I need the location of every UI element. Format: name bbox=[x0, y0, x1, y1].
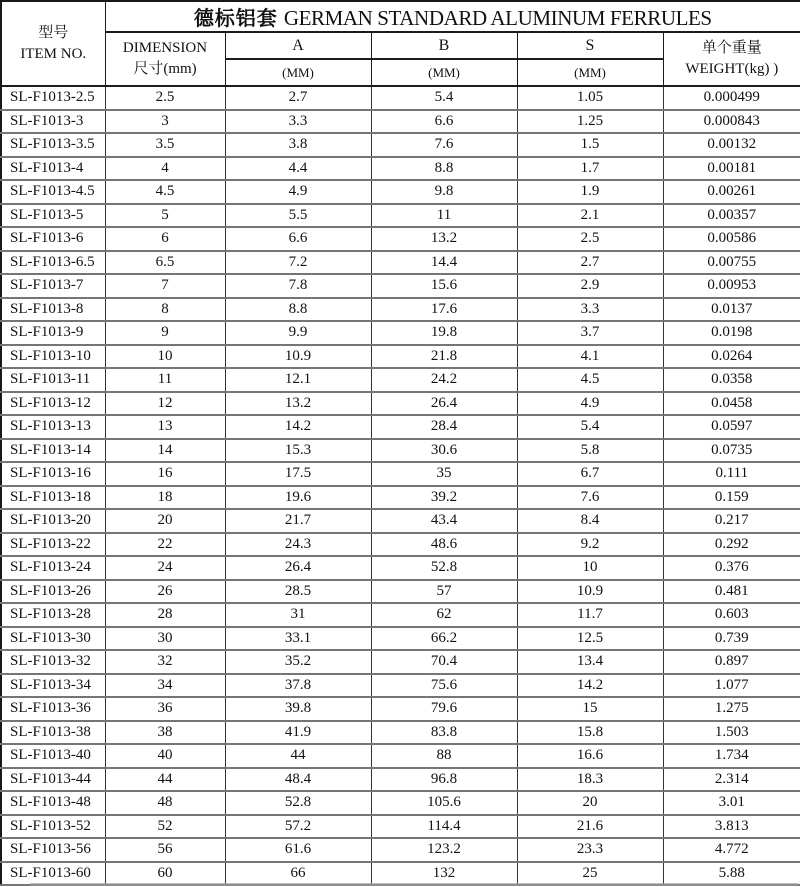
table-row bbox=[1, 697, 800, 721]
table-row bbox=[1, 744, 800, 768]
cell-a: 21.7 bbox=[225, 509, 371, 533]
cell-dimension: 14 bbox=[105, 439, 225, 463]
cell-b: 52.8 bbox=[371, 556, 517, 580]
cell-weight: 0.0264 bbox=[663, 345, 800, 369]
table-row bbox=[1, 204, 800, 228]
cell-item-no: SL-F1013-4 bbox=[1, 157, 105, 181]
col-a-unit: (MM) bbox=[225, 59, 371, 86]
cell-s: 14.2 bbox=[517, 674, 663, 698]
cell-item-no: SL-F1013-4.5 bbox=[1, 180, 105, 204]
cell-dimension: 22 bbox=[105, 533, 225, 557]
cell-b: 88 bbox=[371, 744, 517, 768]
cell-item-no: SL-F1013-34 bbox=[1, 674, 105, 698]
cell-s: 16.6 bbox=[517, 744, 663, 768]
cell-dimension: 30 bbox=[105, 627, 225, 651]
cell-b: 28.4 bbox=[371, 415, 517, 439]
table-row bbox=[1, 274, 800, 298]
cell-item-no: SL-F1013-11 bbox=[1, 368, 105, 392]
cell-s: 25 bbox=[517, 862, 663, 886]
cell-a: 6.6 bbox=[225, 227, 371, 251]
cell-dimension: 36 bbox=[105, 697, 225, 721]
cell-s: 2.7 bbox=[517, 251, 663, 275]
table-row bbox=[1, 157, 800, 181]
cell-weight: 0.0458 bbox=[663, 392, 800, 416]
scan-shadow bbox=[30, 883, 798, 886]
cell-a: 3.8 bbox=[225, 133, 371, 157]
cell-weight: 1.077 bbox=[663, 674, 800, 698]
cell-b: 5.4 bbox=[371, 86, 517, 110]
table-body bbox=[1, 86, 800, 885]
cell-item-no: SL-F1013-5 bbox=[1, 204, 105, 228]
cell-weight: 0.00261 bbox=[663, 180, 800, 204]
cell-b: 79.6 bbox=[371, 697, 517, 721]
cell-a: 19.6 bbox=[225, 486, 371, 510]
cell-dimension: 32 bbox=[105, 650, 225, 674]
item-no-header bbox=[1, 1, 105, 86]
cell-weight: 0.0137 bbox=[663, 298, 800, 322]
table-row bbox=[1, 603, 800, 627]
cell-b: 35 bbox=[371, 462, 517, 486]
table-row bbox=[1, 368, 800, 392]
cell-item-no: SL-F1013-56 bbox=[1, 838, 105, 862]
table-row bbox=[1, 180, 800, 204]
cell-weight: 0.603 bbox=[663, 603, 800, 627]
cell-item-no: SL-F1013-3.5 bbox=[1, 133, 105, 157]
col-s-header: S bbox=[517, 32, 663, 59]
weight-header-en: WEIGHT(kg) ) bbox=[685, 61, 779, 77]
cell-weight: 0.0597 bbox=[663, 415, 800, 439]
cell-s: 21.6 bbox=[517, 815, 663, 839]
cell-item-no: SL-F1013-9 bbox=[1, 321, 105, 345]
cell-s: 15 bbox=[517, 697, 663, 721]
table-row bbox=[1, 227, 800, 251]
cell-weight: 0.00755 bbox=[663, 251, 800, 275]
cell-a: 33.1 bbox=[225, 627, 371, 651]
cell-a: 2.7 bbox=[225, 86, 371, 110]
cell-weight: 3.813 bbox=[663, 815, 800, 839]
cell-s: 15.8 bbox=[517, 721, 663, 745]
cell-dimension: 11 bbox=[105, 368, 225, 392]
table-row bbox=[1, 462, 800, 486]
cell-weight: 0.292 bbox=[663, 533, 800, 557]
cell-weight: 0.0358 bbox=[663, 368, 800, 392]
cell-b: 48.6 bbox=[371, 533, 517, 557]
cell-s: 9.2 bbox=[517, 533, 663, 557]
cell-weight: 0.0198 bbox=[663, 321, 800, 345]
cell-a: 13.2 bbox=[225, 392, 371, 416]
cell-weight: 0.00586 bbox=[663, 227, 800, 251]
cell-dimension: 20 bbox=[105, 509, 225, 533]
cell-s: 13.4 bbox=[517, 650, 663, 674]
cell-dimension: 5 bbox=[105, 204, 225, 228]
cell-b: 24.2 bbox=[371, 368, 517, 392]
table-row bbox=[1, 862, 800, 886]
cell-dimension: 8 bbox=[105, 298, 225, 322]
cell-s: 4.5 bbox=[517, 368, 663, 392]
cell-weight: 0.897 bbox=[663, 650, 800, 674]
cell-a: 52.8 bbox=[225, 791, 371, 815]
cell-b: 132 bbox=[371, 862, 517, 886]
cell-a: 57.2 bbox=[225, 815, 371, 839]
cell-item-no: SL-F1013-22 bbox=[1, 533, 105, 557]
cell-a: 17.5 bbox=[225, 462, 371, 486]
table-row bbox=[1, 650, 800, 674]
cell-b: 105.6 bbox=[371, 791, 517, 815]
cell-item-no: SL-F1013-13 bbox=[1, 415, 105, 439]
cell-dimension: 48 bbox=[105, 791, 225, 815]
cell-item-no: SL-F1013-12 bbox=[1, 392, 105, 416]
cell-a: 31 bbox=[225, 603, 371, 627]
cell-s: 5.4 bbox=[517, 415, 663, 439]
cell-s: 4.9 bbox=[517, 392, 663, 416]
cell-weight: 5.88 bbox=[663, 862, 800, 886]
cell-s: 1.5 bbox=[517, 133, 663, 157]
cell-a: 12.1 bbox=[225, 368, 371, 392]
table-row bbox=[1, 486, 800, 510]
cell-weight: 1.734 bbox=[663, 744, 800, 768]
cell-item-no: SL-F1013-32 bbox=[1, 650, 105, 674]
cell-dimension: 18 bbox=[105, 486, 225, 510]
cell-item-no: SL-F1013-52 bbox=[1, 815, 105, 839]
cell-weight: 0.217 bbox=[663, 509, 800, 533]
table-row bbox=[1, 674, 800, 698]
cell-dimension: 2.5 bbox=[105, 86, 225, 110]
cell-item-no: SL-F1013-6.5 bbox=[1, 251, 105, 275]
cell-b: 14.4 bbox=[371, 251, 517, 275]
item-no-header-en: ITEM NO. bbox=[20, 45, 87, 62]
cell-dimension: 6 bbox=[105, 227, 225, 251]
cell-s: 2.5 bbox=[517, 227, 663, 251]
cell-b: 43.4 bbox=[371, 509, 517, 533]
cell-dimension: 34 bbox=[105, 674, 225, 698]
cell-a: 8.8 bbox=[225, 298, 371, 322]
title-row bbox=[1, 1, 800, 32]
cell-b: 75.6 bbox=[371, 674, 517, 698]
table-row bbox=[1, 321, 800, 345]
cell-item-no: SL-F1013-40 bbox=[1, 744, 105, 768]
cell-weight: 1.503 bbox=[663, 721, 800, 745]
cell-s: 11.7 bbox=[517, 603, 663, 627]
cell-a: 35.2 bbox=[225, 650, 371, 674]
cell-item-no: SL-F1013-28 bbox=[1, 603, 105, 627]
cell-weight: 0.739 bbox=[663, 627, 800, 651]
cell-weight: 0.0735 bbox=[663, 439, 800, 463]
cell-dimension: 60 bbox=[105, 862, 225, 886]
cell-a: 4.9 bbox=[225, 180, 371, 204]
cell-dimension: 28 bbox=[105, 603, 225, 627]
cell-dimension: 24 bbox=[105, 556, 225, 580]
cell-a: 24.3 bbox=[225, 533, 371, 557]
cell-s: 3.3 bbox=[517, 298, 663, 322]
cell-weight: 0.00132 bbox=[663, 133, 800, 157]
cell-dimension: 44 bbox=[105, 768, 225, 792]
cell-b: 26.4 bbox=[371, 392, 517, 416]
cell-s: 20 bbox=[517, 791, 663, 815]
cell-weight: 4.772 bbox=[663, 838, 800, 862]
cell-s: 1.9 bbox=[517, 180, 663, 204]
cell-a: 7.2 bbox=[225, 251, 371, 275]
cell-b: 30.6 bbox=[371, 439, 517, 463]
cell-item-no: SL-F1013-10 bbox=[1, 345, 105, 369]
cell-s: 8.4 bbox=[517, 509, 663, 533]
table-row bbox=[1, 392, 800, 416]
cell-item-no: SL-F1013-48 bbox=[1, 791, 105, 815]
cell-s: 2.1 bbox=[517, 204, 663, 228]
cell-item-no: SL-F1013-24 bbox=[1, 556, 105, 580]
cell-a: 48.4 bbox=[225, 768, 371, 792]
cell-s: 1.05 bbox=[517, 86, 663, 110]
cell-item-no: SL-F1013-7 bbox=[1, 274, 105, 298]
item-no-header-zh: 型号 bbox=[38, 24, 69, 41]
cell-weight: 3.01 bbox=[663, 791, 800, 815]
cell-a: 5.5 bbox=[225, 204, 371, 228]
cell-b: 70.4 bbox=[371, 650, 517, 674]
table-row bbox=[1, 133, 800, 157]
cell-dimension: 10 bbox=[105, 345, 225, 369]
col-b-unit: (MM) bbox=[371, 59, 517, 86]
cell-b: 6.6 bbox=[371, 110, 517, 134]
cell-a: 7.8 bbox=[225, 274, 371, 298]
table-row bbox=[1, 110, 800, 134]
table-title-zh: 德标铝套 bbox=[193, 8, 278, 30]
cell-s: 2.9 bbox=[517, 274, 663, 298]
cell-a: 61.6 bbox=[225, 838, 371, 862]
cell-b: 57 bbox=[371, 580, 517, 604]
cell-s: 1.25 bbox=[517, 110, 663, 134]
cell-b: 17.6 bbox=[371, 298, 517, 322]
subheader-row-1 bbox=[1, 32, 800, 59]
cell-b: 19.8 bbox=[371, 321, 517, 345]
cell-s: 12.5 bbox=[517, 627, 663, 651]
cell-item-no: SL-F1013-36 bbox=[1, 697, 105, 721]
cell-dimension: 4 bbox=[105, 157, 225, 181]
cell-weight: 0.00181 bbox=[663, 157, 800, 181]
cell-item-no: SL-F1013-18 bbox=[1, 486, 105, 510]
dimension-header-en: DIMENSION bbox=[122, 40, 208, 56]
cell-weight: 0.00953 bbox=[663, 274, 800, 298]
cell-item-no: SL-F1013-26 bbox=[1, 580, 105, 604]
cell-a: 28.5 bbox=[225, 580, 371, 604]
col-b-header: B bbox=[371, 32, 517, 59]
cell-weight: 0.00357 bbox=[663, 204, 800, 228]
cell-b: 83.8 bbox=[371, 721, 517, 745]
cell-s: 18.3 bbox=[517, 768, 663, 792]
cell-item-no: SL-F1013-3 bbox=[1, 110, 105, 134]
cell-item-no: SL-F1013-20 bbox=[1, 509, 105, 533]
cell-dimension: 9 bbox=[105, 321, 225, 345]
cell-s: 10 bbox=[517, 556, 663, 580]
cell-weight: 2.314 bbox=[663, 768, 800, 792]
cell-weight: 0.376 bbox=[663, 556, 800, 580]
weight-header bbox=[663, 32, 800, 86]
cell-b: 123.2 bbox=[371, 838, 517, 862]
table-row bbox=[1, 439, 800, 463]
table-row bbox=[1, 509, 800, 533]
cell-item-no: SL-F1013-2.5 bbox=[1, 86, 105, 110]
cell-dimension: 56 bbox=[105, 838, 225, 862]
cell-item-no: SL-F1013-6 bbox=[1, 227, 105, 251]
cell-b: 15.6 bbox=[371, 274, 517, 298]
cell-a: 15.3 bbox=[225, 439, 371, 463]
table-title bbox=[105, 1, 800, 32]
table-row bbox=[1, 251, 800, 275]
cell-weight: 1.275 bbox=[663, 697, 800, 721]
cell-a: 39.8 bbox=[225, 697, 371, 721]
cell-s: 4.1 bbox=[517, 345, 663, 369]
cell-a: 3.3 bbox=[225, 110, 371, 134]
cell-s: 3.7 bbox=[517, 321, 663, 345]
cell-dimension: 16 bbox=[105, 462, 225, 486]
cell-b: 114.4 bbox=[371, 815, 517, 839]
cell-item-no: SL-F1013-14 bbox=[1, 439, 105, 463]
cell-b: 21.8 bbox=[371, 345, 517, 369]
cell-dimension: 40 bbox=[105, 744, 225, 768]
cell-weight: 0.481 bbox=[663, 580, 800, 604]
cell-weight: 0.111 bbox=[663, 462, 800, 486]
table-row bbox=[1, 627, 800, 651]
cell-a: 37.8 bbox=[225, 674, 371, 698]
cell-a: 41.9 bbox=[225, 721, 371, 745]
table-row bbox=[1, 533, 800, 557]
cell-b: 7.6 bbox=[371, 133, 517, 157]
cell-dimension: 26 bbox=[105, 580, 225, 604]
cell-s: 1.7 bbox=[517, 157, 663, 181]
cell-dimension: 13 bbox=[105, 415, 225, 439]
cell-weight: 0.000499 bbox=[663, 86, 800, 110]
cell-s: 7.6 bbox=[517, 486, 663, 510]
cell-a: 9.9 bbox=[225, 321, 371, 345]
cell-b: 66.2 bbox=[371, 627, 517, 651]
cell-a: 14.2 bbox=[225, 415, 371, 439]
cell-b: 9.8 bbox=[371, 180, 517, 204]
dimension-header-zh: 尺寸(mm) bbox=[133, 61, 197, 77]
table-row bbox=[1, 815, 800, 839]
table-row bbox=[1, 556, 800, 580]
table-title-en: GERMAN STANDARD ALUMINUM FERRULES bbox=[283, 6, 712, 30]
cell-a: 10.9 bbox=[225, 345, 371, 369]
table-header bbox=[1, 1, 800, 86]
cell-a: 26.4 bbox=[225, 556, 371, 580]
cell-weight: 0.000843 bbox=[663, 110, 800, 134]
table-row bbox=[1, 415, 800, 439]
table-row bbox=[1, 768, 800, 792]
cell-a: 66 bbox=[225, 862, 371, 886]
cell-dimension: 7 bbox=[105, 274, 225, 298]
cell-b: 11 bbox=[371, 204, 517, 228]
cell-a: 44 bbox=[225, 744, 371, 768]
cell-s: 5.8 bbox=[517, 439, 663, 463]
cell-b: 8.8 bbox=[371, 157, 517, 181]
cell-b: 62 bbox=[371, 603, 517, 627]
table-row bbox=[1, 721, 800, 745]
table-row bbox=[1, 298, 800, 322]
table-row bbox=[1, 86, 800, 110]
cell-s: 10.9 bbox=[517, 580, 663, 604]
cell-s: 23.3 bbox=[517, 838, 663, 862]
table-row bbox=[1, 791, 800, 815]
cell-item-no: SL-F1013-38 bbox=[1, 721, 105, 745]
dimension-header bbox=[105, 32, 225, 86]
cell-dimension: 3.5 bbox=[105, 133, 225, 157]
cell-dimension: 3 bbox=[105, 110, 225, 134]
cell-item-no: SL-F1013-16 bbox=[1, 462, 105, 486]
cell-item-no: SL-F1013-8 bbox=[1, 298, 105, 322]
cell-item-no: SL-F1013-60 bbox=[1, 862, 105, 886]
cell-dimension: 52 bbox=[105, 815, 225, 839]
cell-dimension: 6.5 bbox=[105, 251, 225, 275]
cell-b: 96.8 bbox=[371, 768, 517, 792]
cell-dimension: 12 bbox=[105, 392, 225, 416]
table-row bbox=[1, 580, 800, 604]
cell-b: 13.2 bbox=[371, 227, 517, 251]
cell-dimension: 4.5 bbox=[105, 180, 225, 204]
cell-weight: 0.159 bbox=[663, 486, 800, 510]
col-s-unit: (MM) bbox=[517, 59, 663, 86]
cell-item-no: SL-F1013-30 bbox=[1, 627, 105, 651]
weight-header-zh: 单个重量 bbox=[701, 40, 762, 56]
cell-dimension: 38 bbox=[105, 721, 225, 745]
table-row bbox=[1, 838, 800, 862]
table-row bbox=[1, 345, 800, 369]
cell-item-no: SL-F1013-44 bbox=[1, 768, 105, 792]
cell-a: 4.4 bbox=[225, 157, 371, 181]
cell-b: 39.2 bbox=[371, 486, 517, 510]
cell-s: 6.7 bbox=[517, 462, 663, 486]
col-a-header: A bbox=[225, 32, 371, 59]
